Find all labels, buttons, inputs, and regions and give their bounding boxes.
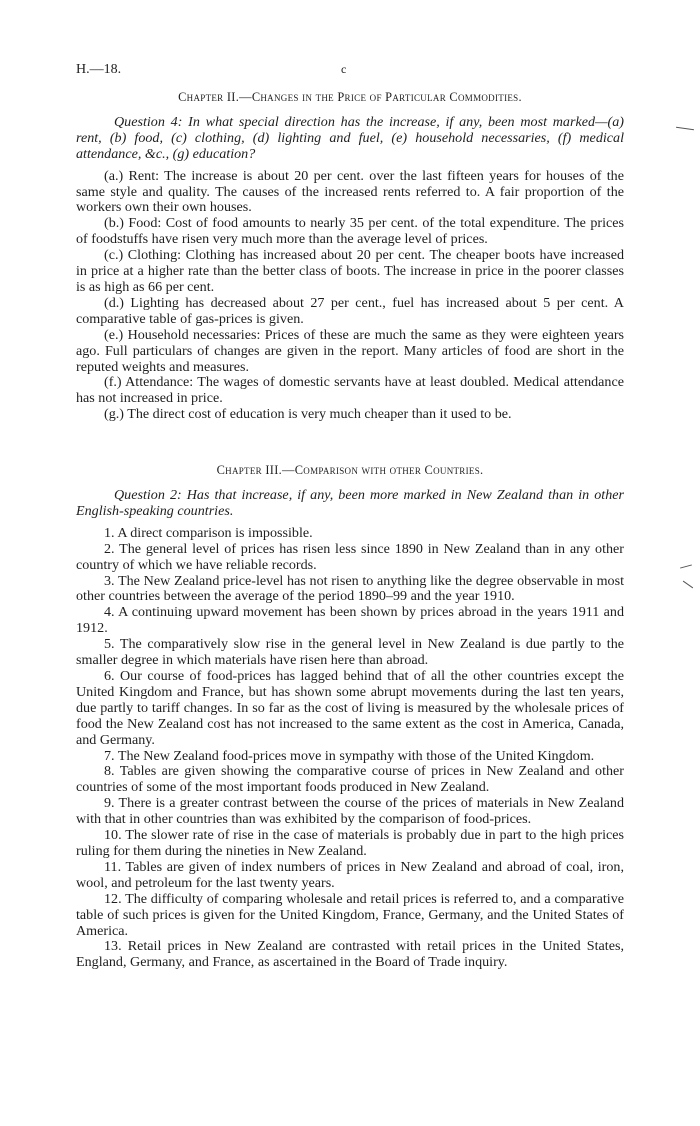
- numbered-point: 4. A continuing upward movement has been shown by prices abroad in the years 1911 and 1912.: [76, 604, 624, 637]
- answer-item: (a.) Rent: The increase is about 20 per cent. over the last fifteen years for houses of the same style and quality. The causes of the increased rents referred to. A fair proportion of the workers own their own houses.: [76, 167, 624, 216]
- numbered-point: 10. The slower rate of rise in the case of materials is probably due in part to the high prices ruling for them during the nineties in New Zealand.: [76, 827, 624, 859]
- answer-item: (c.) Clothing: Clothing has increased about 20 per cent. The cheaper boots have increased in price at a higher rate than the better class of boots. The increase in price in the poorer classes is as high as 66 per cent.: [76, 247, 624, 295]
- numbered-point: 11. Tables are given of index numbers of prices in New Zealand and abroad of coal, iron, wool, and petroleum for the last twenty years.: [76, 858, 624, 891]
- margin-mark: [680, 564, 692, 568]
- numbered-point: 6. Our course of food-prices has lagged behind that of all the other countries except the United Kingdom and France, but has shown some abrupt movements during the last ten years, due partly to tariff changes. In so far as the cost of living is measured by the wholesale prices of food the New Zealand cost has not increased to the same extent as the cost in America, Canada, and Germany.: [76, 668, 624, 748]
- point-list: [76, 526, 624, 971]
- answer-item: (g.) The direct cost of education is very much cheaper than it used to be.: [104, 406, 512, 423]
- answer-item: (b.) Food: Cost of food amounts to nearly 35 per cent. of the total expenditure. The prices of foodstuffs have risen very much more than the average level of prices.: [76, 215, 624, 248]
- answer-item: (d.) Lighting has decreased about 27 per cent., fuel has increased about 5 per cent. A comparative table of gas-prices is given.: [76, 294, 624, 327]
- chapter-heading: [76, 90, 624, 106]
- answer-item: (f.) Attendance: The wages of domestic servants have at least doubled. Medical attendance has not increased in price.: [76, 374, 624, 407]
- numbered-point: 12. The difficulty of comparing wholesale and retail prices is referred to, and a comparative table of such prices is given for the United Kingdom, France, Germany, and the United States of America.: [76, 890, 624, 939]
- numbered-point: 3. The New Zealand price-level has not risen to anything like the degree observable in most other countries between the average of the period 1890–99 and the year 1910.: [76, 572, 624, 605]
- numbered-point: 7. The New Zealand food-prices move in sympathy with those of the United Kingdom.: [104, 747, 595, 764]
- page-reference: H.—18.: [76, 62, 122, 77]
- answer-item: (e.) Household necessaries: Prices of these are much the same as they were eighteen years ago. Full particulars of changes are given in the report. Many articles of food are short in the reputed weights and measures.: [76, 326, 624, 375]
- chapter-heading-text: Chapter II.—Changes in the Price of Particular Commodities.: [178, 90, 522, 104]
- chapter-heading-text: Chapter III.—Comparison with other Countries.: [216, 463, 484, 478]
- numbered-point: 5. The comparatively slow rise in the general level in New Zealand is due partly to the smaller degree in which materials have risen here than abroad.: [76, 636, 624, 669]
- question-text: Question 2: Has that increase, if any, been more marked in New Zealand than in other English-speaking countries.: [76, 487, 624, 519]
- numbered-point: 13. Retail prices in New Zealand are contrasted with retail prices in the United States, England, Germany, and France, as ascertained in the Board of Trade inquiry.: [76, 938, 624, 971]
- document-page: [76, 62, 624, 971]
- question-text: Question 4: In what special direction has the increase, if any, been most marked—(a) rent, (b) food, (c) clothing, (d) lighting and fuel, (e) household necessaries, (f) medical attendance, &c., (g) education?: [76, 113, 624, 162]
- section-spacer: [76, 423, 624, 457]
- numbered-point: 9. There is a greater contrast between the course of the prices of materials in New Zealand with that in other countries than was exhibited by the comparison of food-prices.: [76, 795, 624, 828]
- margin-mark: [676, 127, 694, 130]
- margin-mark: [683, 581, 693, 589]
- answer-list: [76, 169, 624, 424]
- numbered-point: 1. A direct comparison is impossible.: [104, 524, 313, 541]
- page-letter: c: [341, 62, 347, 76]
- numbered-point: 2. The general level of prices has risen less since 1890 in New Zealand than in any other country of which we have reliable records.: [76, 540, 624, 573]
- chapter-heading: [76, 463, 624, 479]
- numbered-point: 8. Tables are given showing the comparative course of prices in New Zealand and other countries of some of the most important foods produced in New Zealand.: [76, 763, 624, 796]
- page-header: [76, 62, 624, 84]
